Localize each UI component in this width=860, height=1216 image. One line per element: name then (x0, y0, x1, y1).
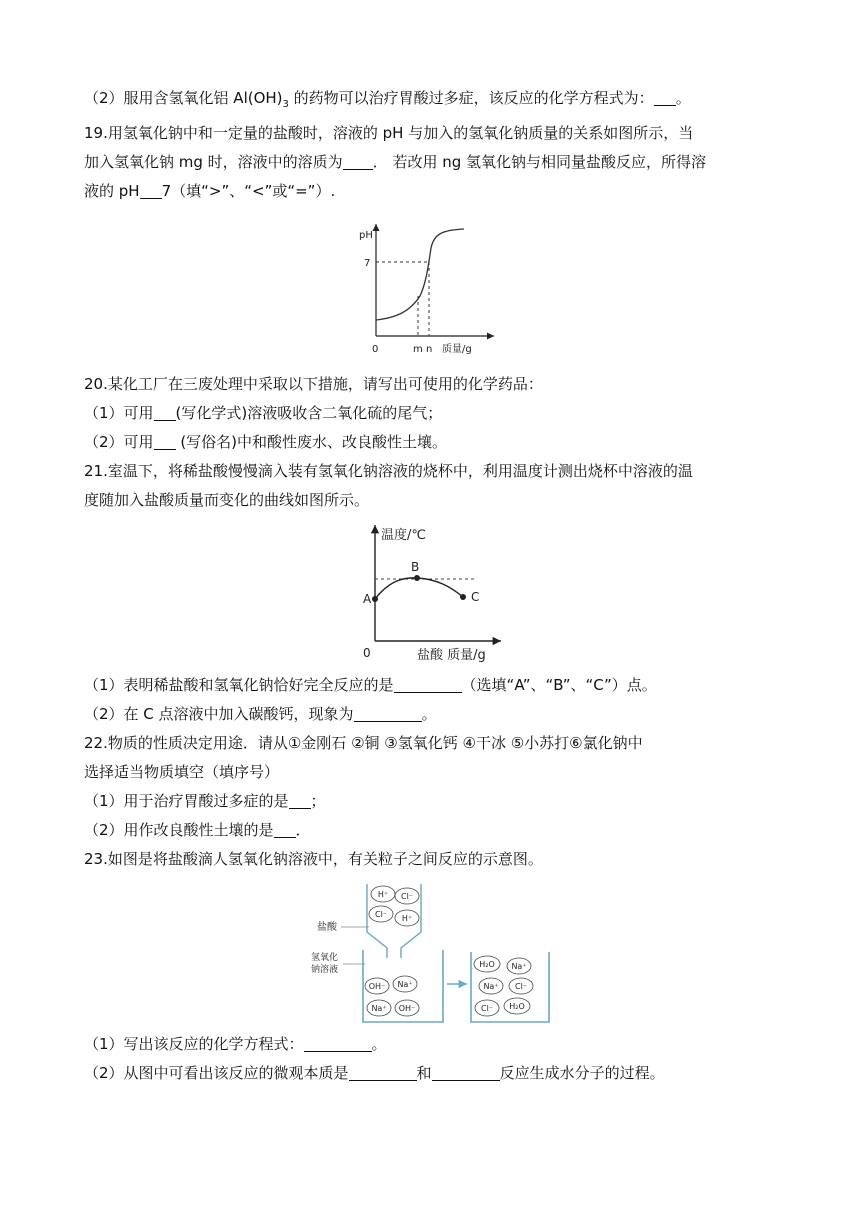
answer-blank[interactable] (304, 1033, 372, 1052)
q19-line1: 19.用氢氧化钠中和一定量的盐酸时，溶液的 pH 与加入的氢氧化钠质量的关系如图所示，当 (84, 124, 694, 142)
temperature-chart-svg (359, 521, 509, 671)
q19-line3: 液的 pH 7（填“>”、“<”或“=”）. (84, 182, 336, 200)
answer-blank[interactable] (354, 703, 422, 722)
answer-blank[interactable] (154, 402, 176, 421)
answer-blank[interactable] (349, 1062, 417, 1081)
ion-label: H₂O (509, 1002, 525, 1011)
y-axis-label: pH (359, 230, 373, 241)
answer-blank[interactable] (154, 431, 176, 450)
label-b: B (411, 560, 420, 574)
label-naoh-line1: 氢氧化 (311, 953, 339, 963)
ion-label: Cl⁻ (400, 892, 414, 901)
q20-intro: 20.某化工厂在三废处理中采取以下措施，请写出可使用的化学药品： (84, 375, 543, 393)
answer-blank[interactable] (394, 674, 462, 693)
naoh-ions (365, 976, 419, 1016)
q21-line1: 21.室温下，将稀盐酸慢慢滴入装有氢氧化钠溶液的烧杯中，利用温度计测出烧杯中溶液的温 (84, 462, 693, 480)
ion-label: Cl⁻ (374, 910, 388, 919)
label-c: C (471, 590, 480, 604)
x-mark-m: m (413, 344, 423, 355)
origin-label: 0 (372, 344, 379, 355)
q21-part1: （1）表明稀盐酸和氢氧化钠恰好完全反应的是 （选填“A”、“B”、“C”）点。 (84, 676, 657, 694)
y-axis-label: 温度/℃ (381, 528, 426, 543)
q23-line1: 23.如图是将盐酸滴人氢氧化钠溶液中，有关粒子之间反应的示意图。 (84, 850, 543, 868)
answer-blank[interactable] (432, 1062, 500, 1081)
q20-part1: （1）可用 (写化学式)溶液吸收含二氧化硫的尾气； (84, 404, 443, 422)
point-a (372, 596, 378, 602)
q18-part2: （2）服用含氢氧化铝 $Al(OH)_3$ 的药物可以治疗胃酸过多症，该反应的化学方程式为： 。 (84, 89, 691, 110)
worksheet (84, 84, 784, 1088)
x-axis-label: 盐酸 质量/g (417, 648, 486, 663)
x-mark-n: n (426, 344, 433, 355)
temperature-curve (375, 578, 463, 599)
x-axis-label: 质量/g (442, 344, 472, 355)
answer-blank[interactable] (274, 819, 296, 838)
ph-chart-svg (354, 218, 514, 368)
hcl-ions (369, 886, 419, 926)
ion-label: Na⁺ (371, 1004, 387, 1013)
product-particles (474, 956, 533, 1016)
answer-blank[interactable] (654, 87, 676, 106)
label-naoh-line2: 钠溶液 (311, 965, 339, 975)
q22-part1: （1）用于治疗胃酸过多症的是 ； (84, 792, 326, 810)
label-a: A (363, 592, 372, 606)
ph-curve (376, 229, 464, 320)
particle-diagram-svg (309, 880, 559, 1030)
particle-diagram (309, 880, 559, 1030)
q21-line2: 度随加入盐酸质量而变化的曲线如图所示。 (84, 491, 370, 509)
label-hydrochloric-acid: 盐酸 (317, 922, 337, 933)
ion-label: Na⁺ (397, 980, 413, 989)
answer-blank[interactable] (343, 151, 373, 170)
answer-blank[interactable] (289, 790, 311, 809)
origin-label: 0 (363, 646, 371, 660)
ion-label: H⁺ (401, 914, 413, 923)
q22-line1: 22.物质的性质决定用途．请从①金刚石 ②铜 ③氢氧化钙 ④干冰 ⑤小苏打⑥氯化钠中 (84, 734, 643, 752)
ion-label: H⁺ (377, 890, 389, 899)
ion-label: Na⁺ (511, 962, 527, 971)
q23-part1: （1）写出该反应的化学方程式： 。 (84, 1035, 387, 1053)
ion-label: Na⁺ (483, 982, 499, 991)
ion-label: Cl⁻ (480, 1004, 494, 1013)
ion-label: OH⁻ (398, 1004, 416, 1013)
point-b (414, 575, 420, 581)
q23-part2: （2）从图中可看出该反应的微观本质是 和 反应生成水分子的过程。 (84, 1064, 665, 1082)
temperature-chart (359, 521, 509, 671)
point-c (460, 594, 466, 600)
answer-blank[interactable] (140, 180, 162, 199)
y-tick-7: 7 (364, 258, 371, 269)
ion-label: Cl⁻ (514, 982, 528, 991)
q22-line2: 选择适当物质填空（填序号） (84, 763, 280, 781)
q20-part2: （2）可用 (写俗名)中和酸性废水、改良酸性土壤。 (84, 433, 448, 451)
q21-part2: （2）在 C 点溶液中加入碳酸钙，现象为 。 (84, 705, 437, 723)
q19-line2: 加入氢氧化钠 mg 时，溶液中的溶质为 ． 若改用 ng 氢氧化钠与相同量盐酸反应，所得溶 (84, 153, 707, 171)
ion-label: H₂O (479, 960, 495, 969)
ph-chart (354, 218, 514, 368)
q22-part2: （2）用作改良酸性土壤的是 ． (84, 821, 311, 839)
ion-label: OH⁻ (368, 982, 386, 991)
